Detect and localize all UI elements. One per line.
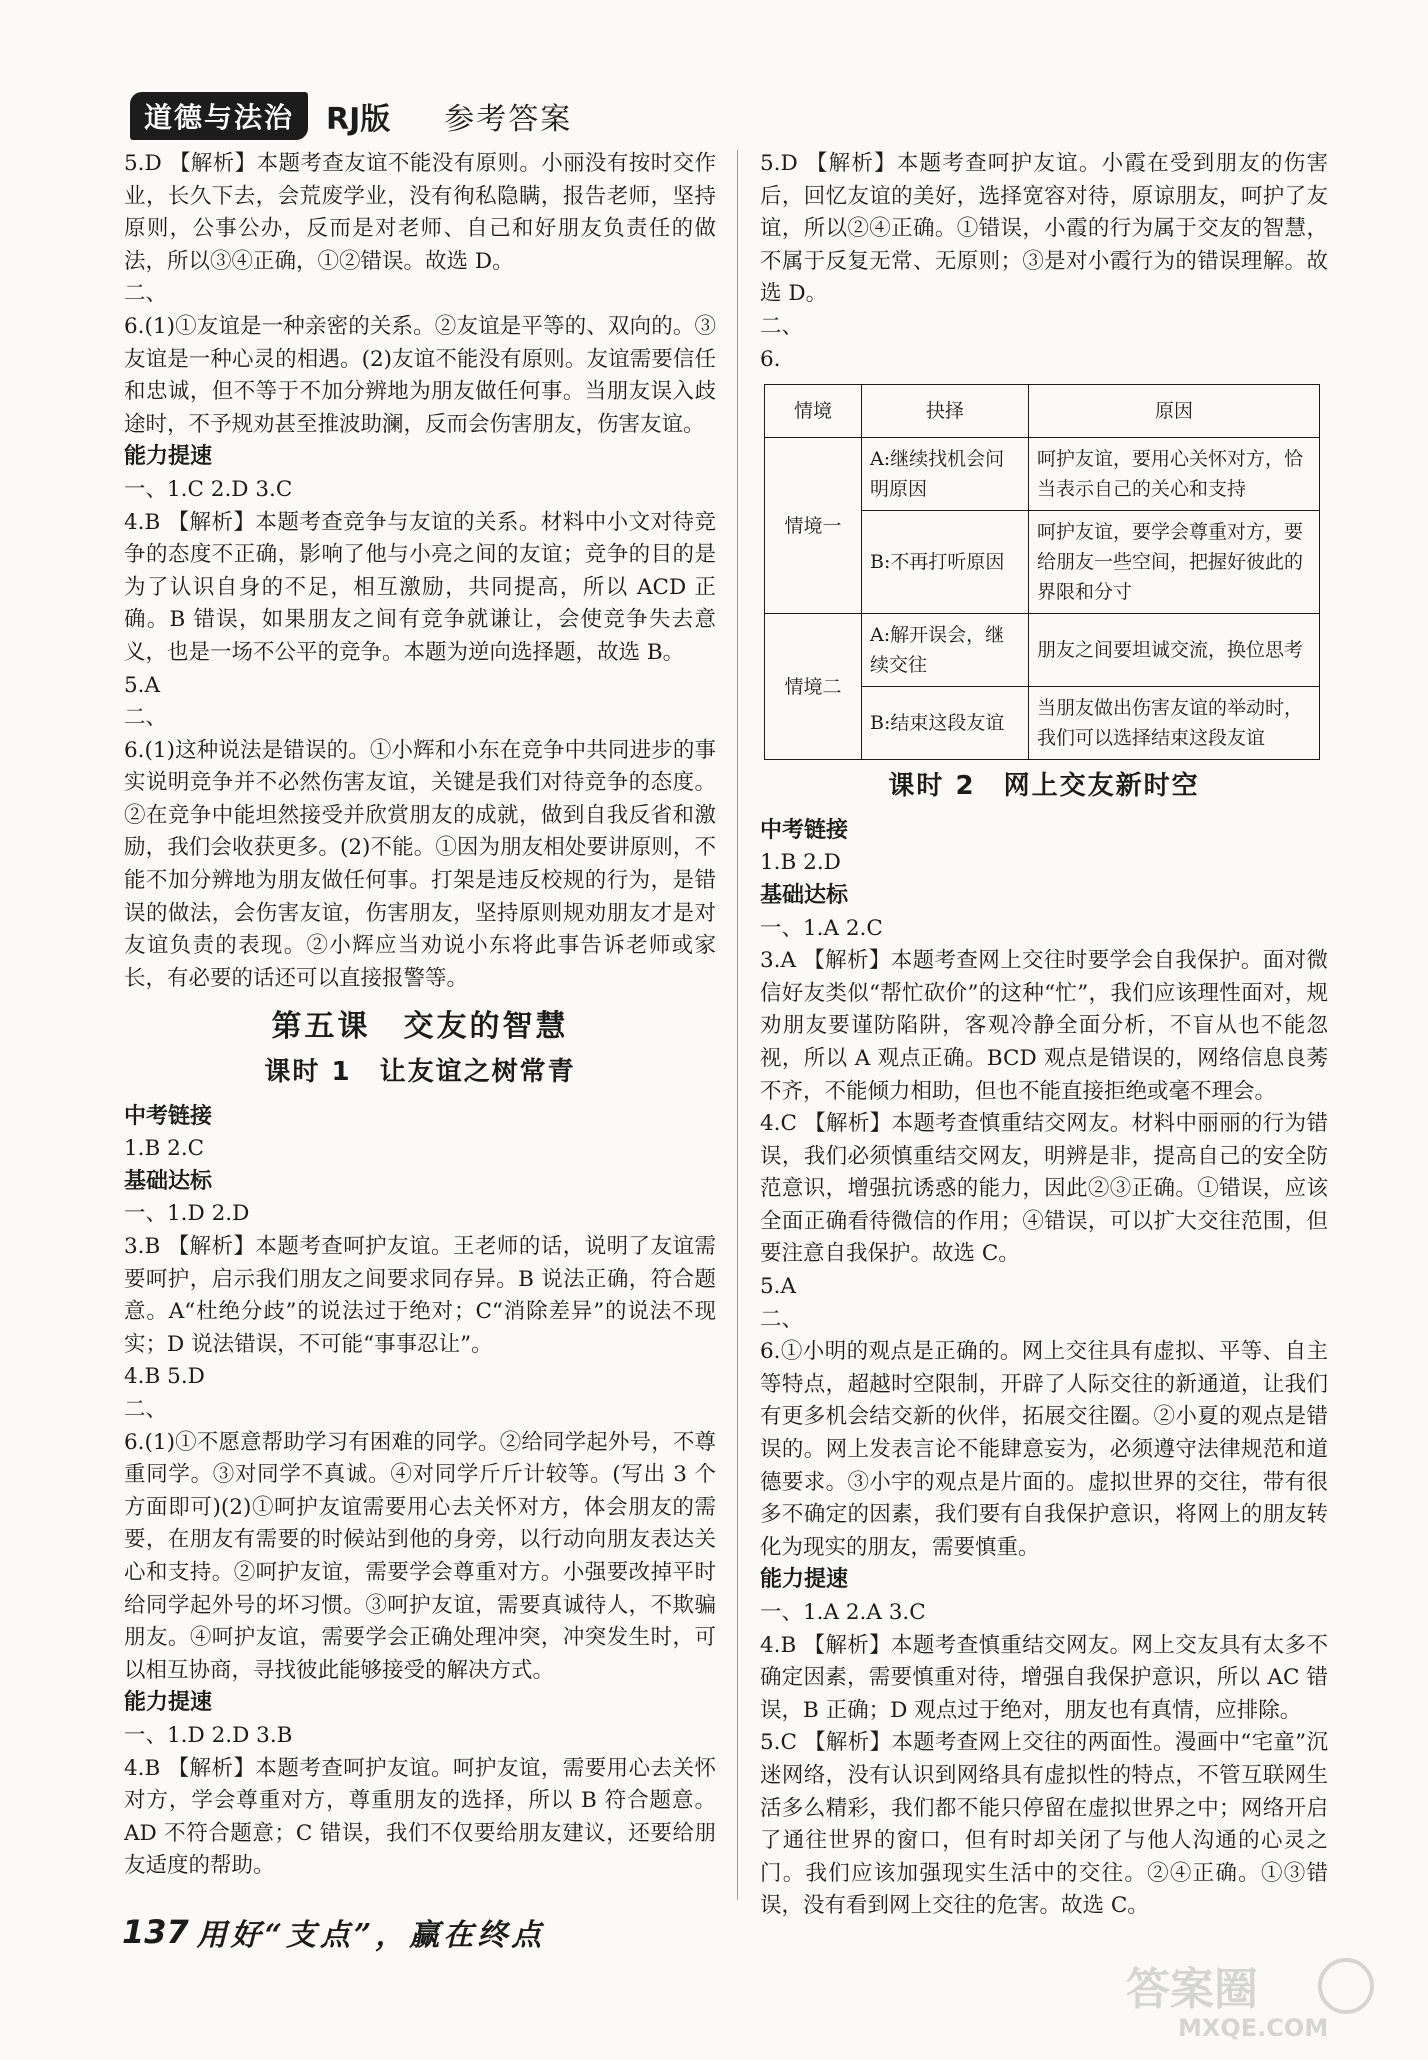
page-header: [130, 92, 572, 140]
table-cell-choice: B:不再打听原因: [862, 511, 1029, 614]
section-heading: 能力提速: [760, 1567, 849, 1593]
table-cell-reason: 当朋友做出伤害友谊的举动时，我们可以选择结束这段友谊: [1029, 687, 1320, 760]
table-cell-choice: B:结束这段友谊: [862, 687, 1029, 760]
answer-line: 一、1.C 2.D 3.C: [124, 476, 293, 502]
section-heading: 中考链接: [124, 1103, 213, 1129]
section-heading: 能力提速: [124, 1690, 213, 1716]
answer-line: 1.B 2.C: [124, 1136, 205, 1162]
answer-line: 1.B 2.D: [760, 850, 841, 876]
answer-line: 4.B 5.D: [124, 1364, 205, 1390]
section-title: 参考答案: [444, 102, 573, 137]
answer-line: 一、1.D 2.D 3.B: [124, 1722, 293, 1748]
section-heading: 中考链接: [760, 817, 849, 843]
part-marker: 二、: [760, 313, 804, 339]
watermark-logo: [1118, 1952, 1388, 2042]
table-cell-reason: 呵护友谊，要用心关怀对方，恰当表示自己的关心和支持: [1029, 438, 1320, 511]
answer-paragraph: 5.D 【解析】本题考查呵护友谊。小霞在受到朋友的伤害后，回忆友谊的美好，选择宽容对待，原谅朋友，呵护了友谊，所以②④正确。①错误，小霞的行为属于交友的智慧，不属于反复无常、无原则；③是对小霞行为的错误理解。故选 D。: [760, 151, 1328, 307]
table-row: [765, 438, 1320, 511]
page-number: 137: [122, 1913, 189, 1951]
answer-paragraph: 3.B 【解析】本题考查呵护友谊。王老师的话，说明了友谊需要呵护，启示我们朋友之间要求同存异。B 说法正确，符合题意。A“杜绝分歧”的说法过于绝对；C“消除差异”的说法不现实；D 说法错误，不可能“事事忍让”。: [124, 1234, 716, 1357]
answer-line: 一、1.D 2.D: [124, 1201, 250, 1227]
table-header-row: [765, 385, 1320, 438]
answer-paragraph: 4.C 【解析】本题考查慎重结交网友。材料中丽丽的行为错误，我们必须慎重结交网友，明辨是非，提高自己的安全防范意识，增强抗诱惑的能力，因此②③正确。①错误，应该全面正确看待微信的作用；④错误，可以扩大交往范围，但要注意自我保护。故选 C。: [760, 1111, 1328, 1267]
table-cell-context: 情境一: [765, 438, 862, 614]
table-cell-context: 情境二: [765, 614, 862, 760]
section-heading: 基础达标: [760, 882, 849, 908]
table-cell-choice: A:解开误会，继续交往: [862, 614, 1029, 687]
answer-paragraph: 4.B 【解析】本题考查竞争与友谊的关系。材料中小文对待竞争的态度不正确，影响了他与小亮之间的友谊；竞争的目的是为了认识自身的不足，相互激励，共同提高，所以 ACD 正确。B 错误，如果朋友之间有竞争就谦让，会使竞争失去意义，也是一场不公平的竞争。本题为逆向选择题，故选 B。: [124, 509, 716, 665]
footer-slogan: 用好“支点”，赢在终点: [196, 1918, 546, 1953]
answer-paragraph: 4.B 【解析】本题考查慎重结交网友。网上交友具有太多不确定因素，需要慎重对待，增强自我保护意识，所以 AC 错误，B 正确；D 观点过于绝对，朋友也有真情，应排除。: [760, 1632, 1328, 1723]
part-marker: 二、: [124, 281, 168, 307]
section-heading: 能力提速: [124, 444, 213, 470]
watermark-text: 答案圈: [1126, 1964, 1258, 2015]
answer-line: 一、1.A 2.C: [760, 915, 883, 941]
period-title: 课时 2 网上交友新时空: [888, 771, 1200, 802]
edition-label: RJ版: [326, 102, 391, 137]
left-column: [124, 148, 716, 1883]
table-header-cell: 原因: [1029, 385, 1320, 438]
answer-table: [764, 384, 1320, 760]
subject-badge: 道德与法治: [130, 92, 308, 140]
table-row: [765, 614, 1320, 687]
part-marker: 二、: [760, 1306, 804, 1332]
table-cell-reason: 朋友之间要坦诚交流，换位思考: [1029, 614, 1320, 687]
answer-paragraph: 4.B 【解析】本题考查呵护友谊。呵护友谊，需要用心去关怀对方，学会尊重对方，尊重朋友的选择，所以 B 符合题意。AD 不符合题意；C 错误，我们不仅要给朋友建议，还要给朋友适度的帮助。: [124, 1755, 716, 1879]
table-cell-reason: 呵护友谊，要学会尊重对方，要给朋友一些空间，把握好彼此的界限和分寸: [1029, 511, 1320, 614]
answer-paragraph: 6.(1)这种说法是错误的。①小辉和小东在竞争中共同进步的事实说明竞争并不必然伤害友谊，关键是我们对待竞争的态度。②在竞争中能坦然接受并欣赏朋友的成就，做到自我反省和激励，我们会收获更多。(2)不能。①因为朋友相处要讲原则，不能不加分辨地为朋友做任何事。打架是违反校规的行为，是错误的做法，会伤害友谊，伤害朋友，坚持原则规劝朋友才是对友谊负责的表现。②小辉应当劝说小东将此事告诉老师或家长，有必要的话还可以直接报警等。: [124, 737, 716, 991]
table-header-cell: 情境: [765, 385, 862, 438]
answer-line: 5.A: [124, 672, 161, 698]
answer-paragraph: 6.(1)①不愿意帮助学习有困难的同学。②给同学起外号，不尊重同学。③对同学不真诚。④对同学斤斤计较等。(写出 3 个方面即可)(2)①呵护友谊需要用心去关怀对方，体会朋友的需要，在朋友有需要的时候站到他的身旁，以行动向朋友表达关心和支持。②呵护友谊，需要学会尊重对方。小强要改掉平时给同学起外号的坏习惯。③呵护友谊，需要真诚待人，不欺骗朋友。④呵护友谊，需要学会正确处理冲突，冲突发生时，可以相互协商，寻找彼此能够接受的解决方式。: [124, 1429, 716, 1683]
part-marker: 二、: [124, 1396, 168, 1422]
period-title: 课时 1 让友谊之树常青: [264, 1057, 576, 1088]
answer-paragraph: 6.①小明的观点是正确的。网上交往具有虚拟、平等、自主等特点，超越时空限制，开辟了人际交往的新通道，让我们有更多机会结交新的伙伴，拓展交往圈。②小夏的观点是错误的。网上发表言论不能肆意妄为，必须遵守法律规范和道德要求。③小宇的观点是片面的。虚拟世界的交往，带有很多不确定的因素，我们要有自我保护意识，将网上的朋友转化为现实的朋友，需要慎重。: [760, 1339, 1328, 1560]
answer-paragraph: 3.A 【解析】本题考查网上交往时要学会自我保护。面对微信好友类似“帮忙砍价”的这种“忙”，我们应该理性面对，规劝朋友要谨防陷阱，客观冷静全面分析，不盲从也不能忽视，所以 A 观点正确。BCD 观点是错误的，网络信息良莠不齐，不能倾力相助，但也不能直接拒绝或毫不理会。: [760, 948, 1328, 1104]
column-divider: [737, 150, 738, 1900]
section-heading: 基础达标: [124, 1168, 213, 1194]
right-column: [760, 148, 1328, 1923]
watermark-url: MXQE.COM: [1178, 2014, 1329, 2042]
part-marker: 二、: [124, 705, 168, 731]
answer-paragraph: 5.C 【解析】本题考查网上交往的两面性。漫画中“宅童”沉迷网络，没有认识到网络具有虚拟性的特点，不管互联网生活多么精彩，我们都不能只停留在虚拟世界之中；网络开启了通往世界的窗口，但有时却关闭了与他人沟通的心灵之门。我们应该加强现实生活中的交往。②④正确。①③错误，没有看到网上交往的危害。故选 C。: [760, 1730, 1328, 1919]
page-footer: [122, 1910, 545, 1954]
answer-paragraph: 5.D 【解析】本题考查友谊不能没有原则。小丽没有按时交作业，长久下去，会荒废学业，没有徇私隐瞒，报告老师，坚持原则，公事公办，反而是对老师、自己和好朋友负责任的做法，所以③④正确，①②错误。故选 D。: [124, 151, 716, 274]
lesson-title: 第五课 交友的智慧: [271, 1009, 569, 1045]
answer-line: 一、1.A 2.A 3.C: [760, 1600, 926, 1625]
answer-line: 5.A: [760, 1274, 797, 1300]
table-header-cell: 抉择: [862, 385, 1029, 438]
table-cell-choice: A:继续找机会问明原因: [862, 438, 1029, 511]
answer-line: 6.: [760, 346, 781, 372]
answer-paragraph: 6.(1)①友谊是一种亲密的关系。②友谊是平等的、双向的。③友谊是一种心灵的相遇。(2)友谊不能没有原则。友谊需要信任和忠诚，但不等于不加分辨地为朋友做任何事。当朋友误入歧途时，不予规劝甚至推波助澜，反而会伤害朋友，伤害友谊。: [124, 313, 716, 437]
